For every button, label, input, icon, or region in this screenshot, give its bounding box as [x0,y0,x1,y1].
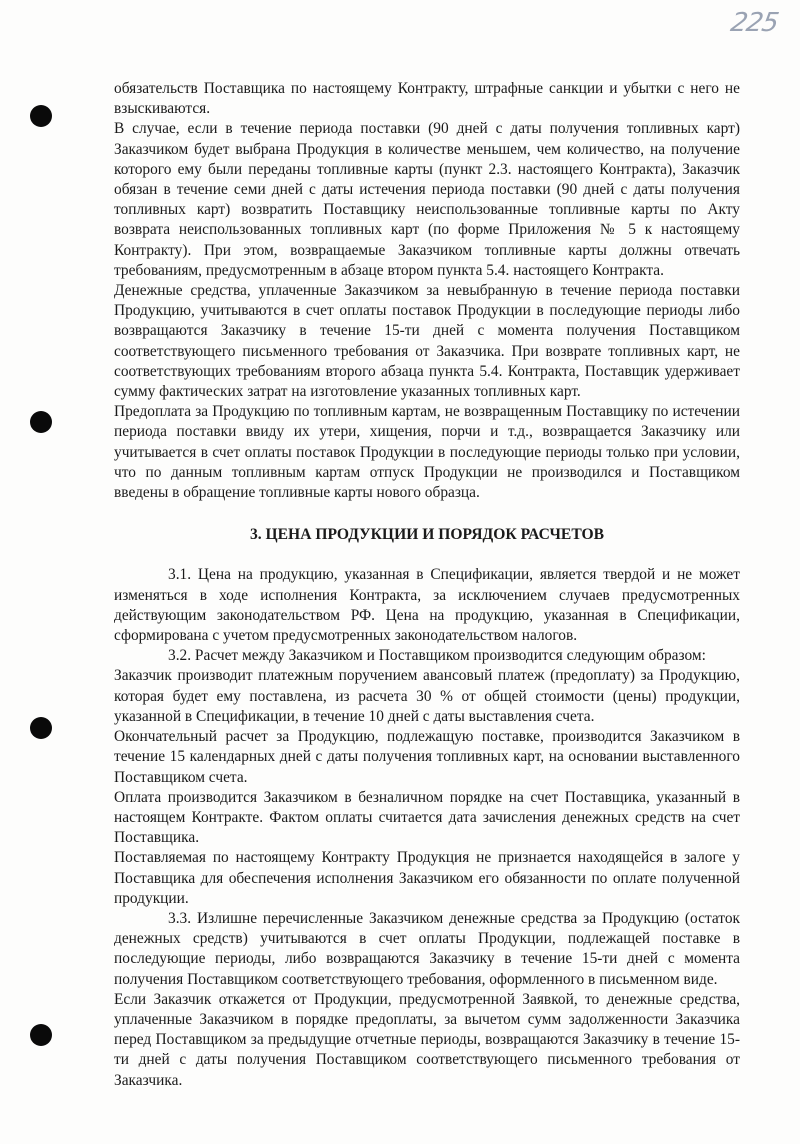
binder-hole [30,717,52,739]
paragraph: обязательств Поставщика по настоящему Контракту, штрафные санкции и убытки с него не взыскиваются. [114,80,740,118]
clause-3-3: 3.3. Излишне перечисленные Заказчиком денежные средства за Продукцию (остаток денежных средств) учитываются в счет оплаты Продукции, подлежащей поставке в последующие периоды, либо возвращаются Заказчику в течение 15-ти дней с момента получения Поставщиком соответствующего требования, оформленного в письменном виде. [114,909,740,988]
clause-3-1: 3.1. Цена на продукцию, указанная в Спецификации, является твердой и не может изменяться в ходе исполнения Контракта, за исключением случаев предусмотренных действующим законодательством РФ. Цена на продукцию, указанная в Спецификации, сформирована с учетом предусмотренных законодательством налогов. [114,566,740,645]
paragraph: Оплата производится Заказчиком в безналичном порядке на счет Поставщика, указанный в настоящем Контракте. Фактом оплаты считается дата зачисления денежных средств на счет Поставщика. [114,788,740,847]
binder-hole [30,411,52,433]
page-number: 225 [728,8,781,38]
binder-hole [30,105,52,127]
clause-3-2: 3.2. Расчет между Заказчиком и Поставщиком производится следующим образом: [168,647,706,665]
binder-hole [30,1024,52,1046]
paragraph: Заказчик производит платежным поручением авансовый платеж (предоплату) за Продукцию, которая будет ему поставлена, из расчета 30 % от общей стоимости (цены) продукции, указанной в Спецификации, в течение 10 дней с даты выставления счета. [114,667,740,725]
section-heading: 3. ЦЕНА ПРОДУКЦИИ И ПОРЯДОК РАСЧЕТОВ [249,526,605,544]
paragraph: В случае, если в течение периода поставки (90 дней с даты получения топливных карт) Заказчиком будет выбрана Продукция в количестве меньшем, чем количество, на получение которого ему были переданы топливные карты (пункт 2.3. настоящего Контракта), Заказчик обязан в течение семи дней с даты истечения периода поставки (90 дней с даты получения топливных карт) возвратить Поставщику неиспользованные топливные карты по Акту возврата неиспользованных топливных карт (по форме Приложения № 5 к настоящему Контракту). При этом, возвращаемые Заказчиком топливные карты должны отвечать требованиям, предусмотренным в абзаце втором пункта 5.4. настоящего Контракта. [114,120,740,279]
paragraph: Окончательный расчет за Продукцию, подлежащую поставке, производится Заказчиком в течение 15 календарных дней с даты получения топливных карт, на основании выставленного Поставщиком счета. [114,728,740,786]
document-body [114,79,740,1091]
paragraph: Если Заказчик откажется от Продукции, предусмотренной Заявкой, то денежные средства, уплаченные Заказчиком в порядке предоплаты, за вычетом сумм задолженности Заказчика перед Поставщиком за предыдущие отчетные периоды, возвращаются Заказчику в течение 15-ти дней с даты получения Поставщиком соответствующего письменного требования от Заказчика. [114,990,740,1089]
paragraph: Поставляемая по настоящему Контракту Продукция не признается находящейся в залоге у Поставщика для обеспечения исполнения Заказчиком его обязанности по оплате полученной продукции. [114,849,740,907]
paragraph: Денежные средства, уплаченные Заказчиком за невыбранную в течение периода поставки Продукцию, учитываются в счет оплаты поставок Продукции в последующие периоды либо возвращаются Заказчику в течение 15-ти дней с момента получения Поставщиком соответствующего письменного требования от Заказчика. При возврате топливных карт, не соответствующих требованиям второго абзаца пункта 5.4. Контракта, Поставщик удерживает сумму фактических затрат на изготовление указанных топливных карт. [114,282,740,401]
paragraph: Предоплата за Продукцию по топливным картам, не возвращенным Поставщику по истечении периода поставки ввиду их утери, хищения, порчи и т.д., возвращается Заказчику или учитывается в счет оплаты поставок Продукции в последующие периоды только при условии, что по данным топливным картам отпуск Продукции не производился и Поставщиком введены в обращение топливные карты нового образца. [114,403,740,502]
